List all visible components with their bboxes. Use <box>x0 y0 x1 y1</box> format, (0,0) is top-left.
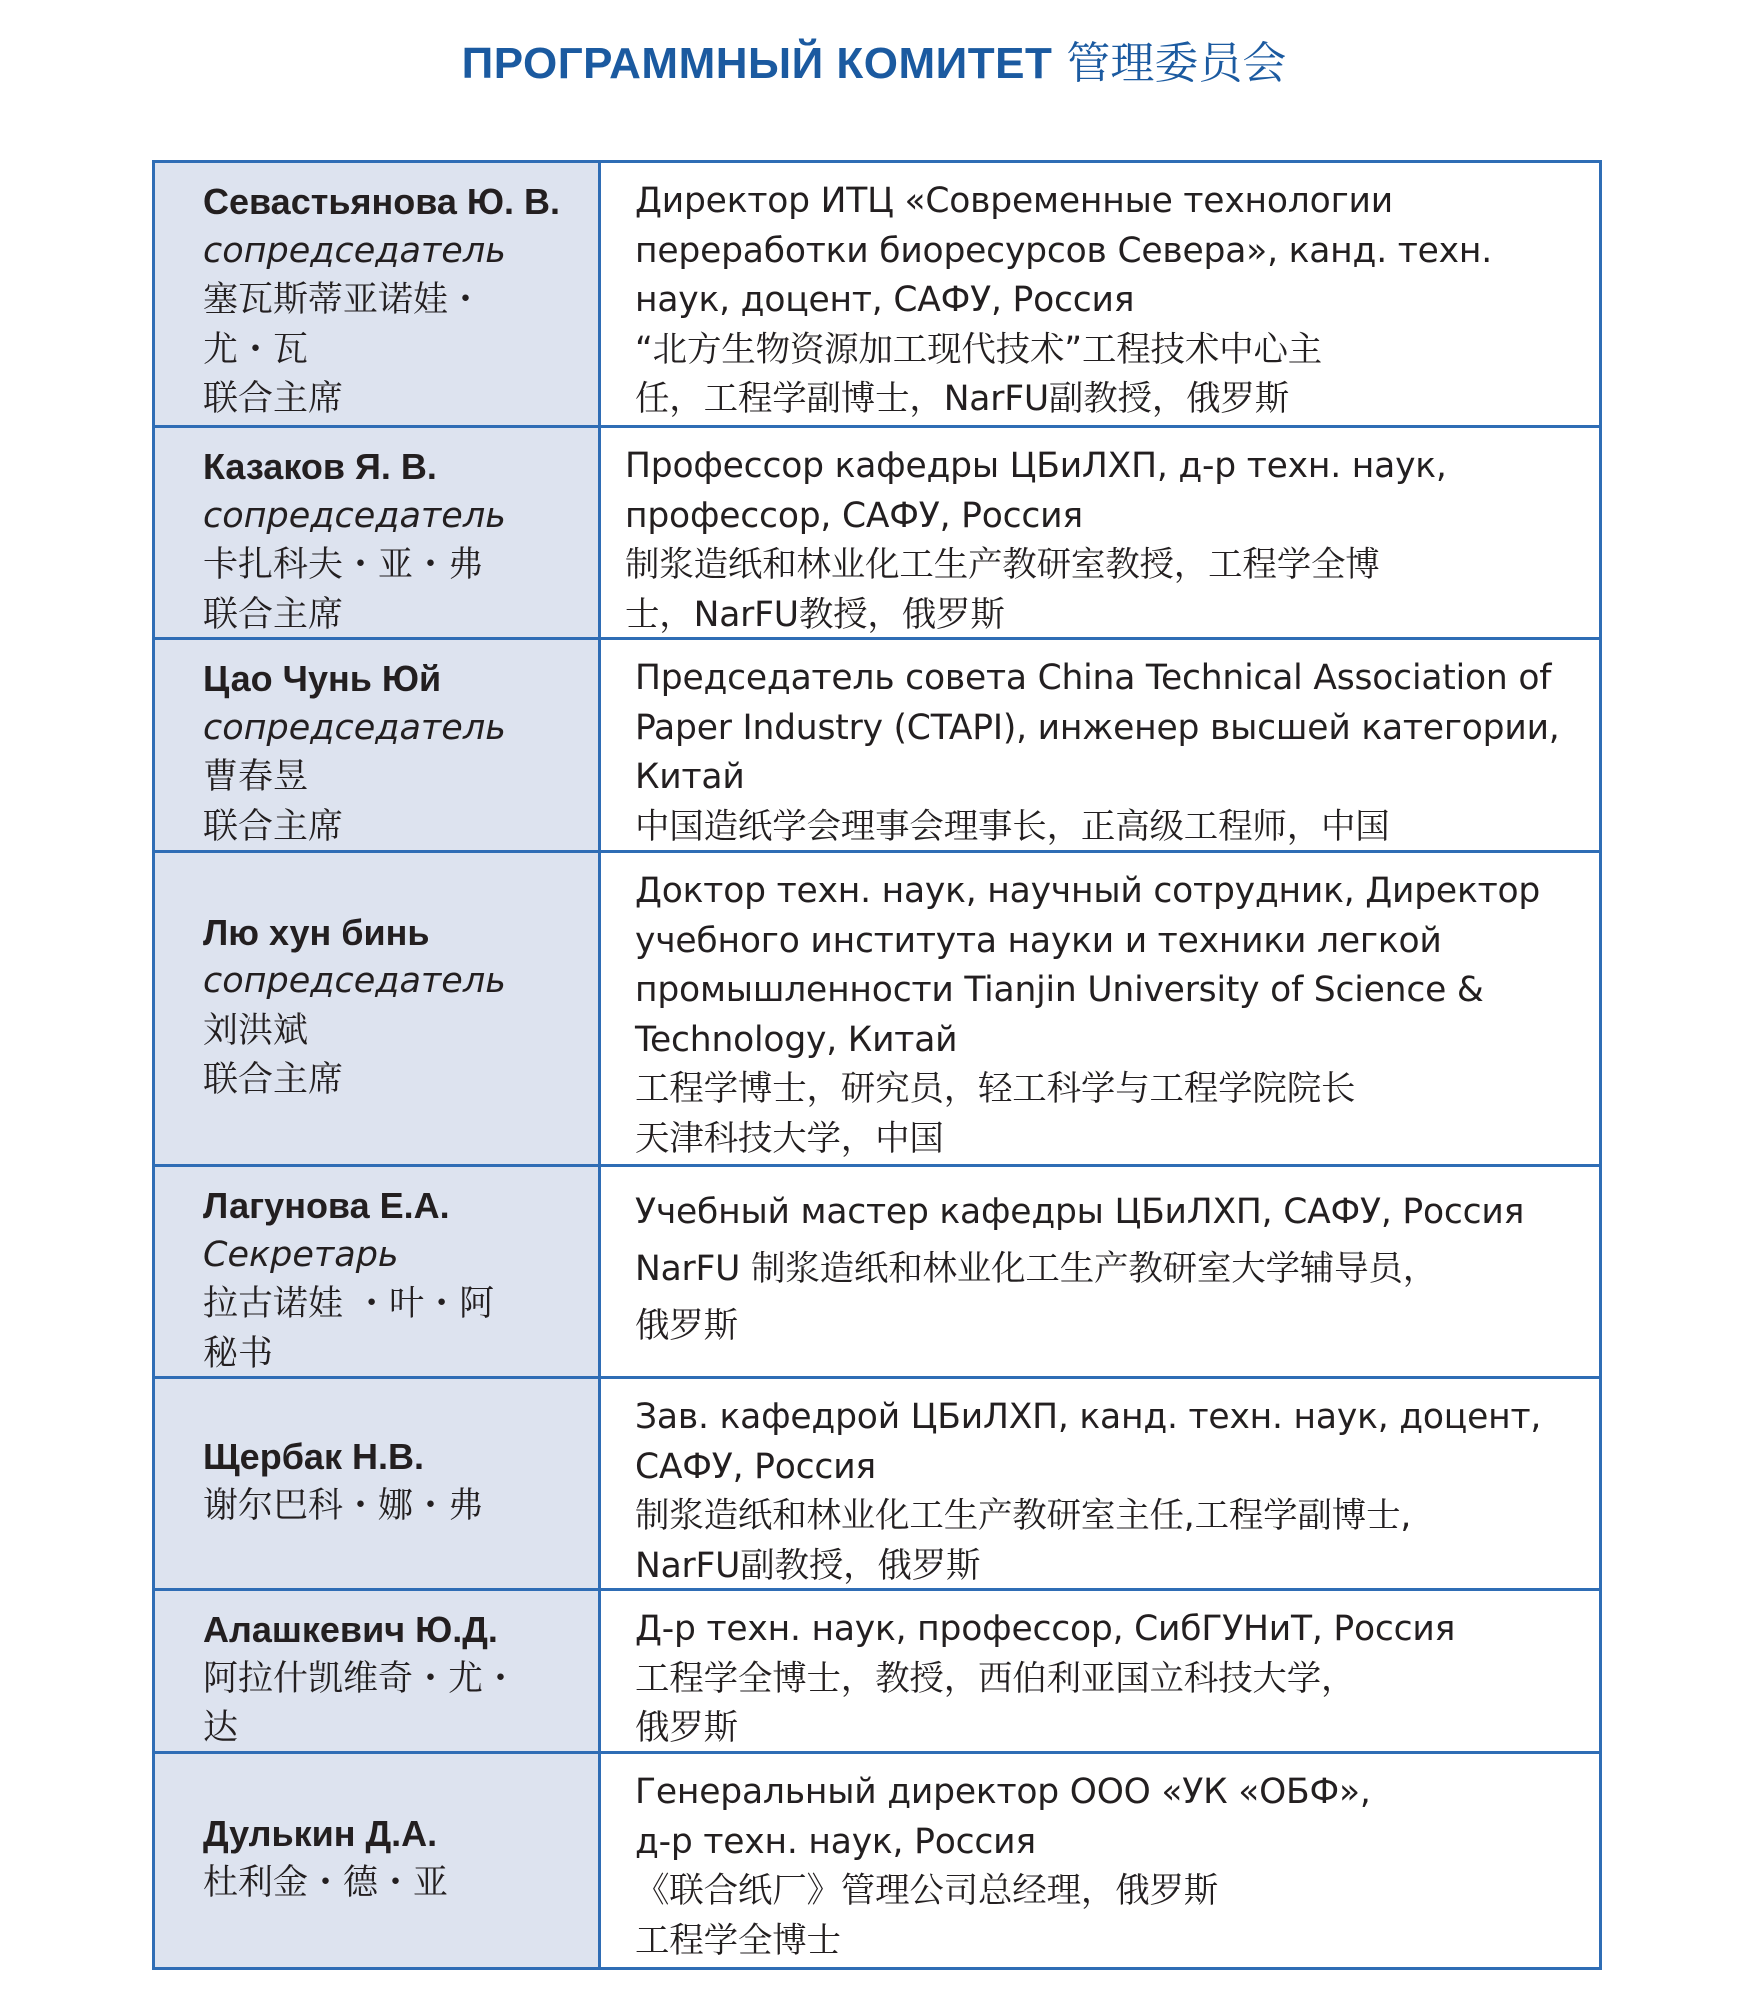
member-name: Лагунова Е.А. <box>203 1185 450 1226</box>
description-line: Генеральный директор ООО «УК «ОБФ», <box>635 1772 1371 1812</box>
member-name-chinese: 塞瓦斯蒂亚诺娃・ <box>203 280 484 320</box>
member-name-chinese: 阿拉什凯维奇・尤・ <box>203 1658 519 1699</box>
member-role-chinese: 秘书 <box>203 1333 274 1374</box>
title-russian: ПРОГРАММНЫЙ КОМИТЕТ <box>461 39 1053 88</box>
description-line: переработки биоресурсов Севера», канд. техн. <box>635 230 1492 271</box>
description-line: САФУ, Россия <box>635 1446 876 1487</box>
member-name: Цао Чунь Юй <box>203 658 442 699</box>
table-row <box>155 163 1599 428</box>
description-line: Зав. кафедрой ЦБиЛХП, канд. техн. наук, доцент, <box>635 1397 1542 1437</box>
member-role-chinese: 联合主席 <box>203 806 344 847</box>
table-row <box>155 640 1599 853</box>
description-line: промышленности Tianjin University of Science & <box>635 970 1484 1010</box>
description-line: 中国造纸学会理事会理事长，正高级工程师，中国 <box>635 806 1390 847</box>
table-row <box>155 1754 1599 1967</box>
description-line: Председатель совета China Technical Association of <box>635 658 1552 698</box>
member-cell <box>155 1167 601 1376</box>
member-name: Севастьянова Ю. В. <box>203 181 561 222</box>
description-line: учебного института науки и техники легкой <box>635 920 1442 961</box>
description-cell <box>601 1591 1599 1751</box>
description-cell <box>601 853 1599 1164</box>
member-cell <box>155 853 601 1164</box>
member-role-chinese: 联合主席 <box>203 1060 344 1100</box>
member-name: Казаков Я. В. <box>203 446 437 487</box>
description-line: Доктор техн. наук, научный сотрудник, Директор <box>635 871 1541 911</box>
description-line: 工程学博士，研究员，轻工科学与工程学院院长 <box>635 1069 1356 1109</box>
member-name-chinese: 卡扎科夫・亚・弗 <box>203 545 484 585</box>
member-role: Секретарь <box>203 1234 399 1275</box>
description-line: NarFU 制浆造纸和林业化工生产教研室大学辅导员， <box>635 1249 1437 1289</box>
member-name-chinese: 尤・瓦 <box>203 329 309 370</box>
description-line: Paper Industry (CTAPI), инженер высшей категории, <box>635 707 1560 748</box>
table-row <box>155 428 1599 640</box>
description-cell <box>601 163 1599 425</box>
table-row <box>155 1591 1599 1754</box>
description-line: Директор ИТЦ «Современные технологии <box>635 181 1393 221</box>
member-cell <box>155 1591 601 1751</box>
member-name-chinese: 谢尔巴科・娜・弗 <box>203 1485 484 1526</box>
table-row <box>155 1379 1599 1591</box>
description-line: Учебный мастер кафедры ЦБиЛХП, САФУ, Россия <box>635 1192 1525 1232</box>
member-name-chinese: 达 <box>203 1708 239 1748</box>
description-line: NarFU副教授，俄罗斯 <box>635 1545 981 1586</box>
description-line: 天津科技大学，中国 <box>635 1118 944 1159</box>
member-name-chinese: 刘洪斌 <box>203 1010 309 1051</box>
member-name: Щербак Н.В. <box>203 1436 424 1477</box>
description-line: Д-р техн. наук, профессор, СибГУНиТ, Россия <box>635 1609 1456 1649</box>
description-line: “北方生物资源加工现代技术”工程技术中心主 <box>635 329 1323 370</box>
description-cell <box>601 428 1599 637</box>
description-line: 俄罗斯 <box>635 1306 738 1346</box>
member-cell <box>155 163 601 425</box>
page-title <box>0 36 1748 92</box>
member-role: сопредседатель <box>203 961 506 1001</box>
member-role-chinese: 联合主席 <box>203 594 344 635</box>
description-line: 士，NarFU教授，俄罗斯 <box>625 594 1005 635</box>
description-line: 任，工程学副博士，NarFU副教授，俄罗斯 <box>635 379 1290 419</box>
description-line: 《联合纸厂》管理公司总经理，俄罗斯 <box>635 1871 1219 1911</box>
committee-table <box>152 160 1602 1970</box>
description-line: 工程学全博士，教授，西伯利亚国立科技大学， <box>635 1658 1356 1699</box>
description-line: 工程学全博士 <box>635 1920 841 1961</box>
member-role: сопредседатель <box>203 230 506 271</box>
member-cell <box>155 1754 601 1967</box>
table-row <box>155 853 1599 1167</box>
member-role: сопредседатель <box>203 707 506 748</box>
description-line: 制浆造纸和林业化工生产教研室教授，工程学全博 <box>625 545 1380 585</box>
description-line: Профессор кафедры ЦБиЛХП, д-р техн. наук, <box>625 446 1447 486</box>
member-role: сопредседатель <box>203 495 506 536</box>
description-line: 俄罗斯 <box>635 1708 738 1748</box>
description-line: наук, доцент, САФУ, Россия <box>635 280 1135 320</box>
description-line: д-р техн. наук, Россия <box>635 1821 1036 1862</box>
member-role-chinese: 联合主席 <box>203 379 344 419</box>
table-row <box>155 1167 1599 1379</box>
member-cell <box>155 1379 601 1588</box>
description-line: 制浆造纸和林业化工生产教研室主任,工程学副博士, <box>635 1496 1412 1536</box>
member-name: Дулькин Д.А. <box>203 1813 438 1854</box>
member-name-chinese: 杜利金・德・亚 <box>203 1862 449 1903</box>
member-name-chinese: 拉古诺娃 ・叶・阿 <box>203 1284 495 1324</box>
title-chinese: 管理委员会 <box>1066 38 1287 89</box>
description-line: профессор, САФУ, Россия <box>625 495 1083 536</box>
member-cell <box>155 640 601 850</box>
description-line: Technology, Китай <box>635 1019 958 1060</box>
description-cell <box>601 1379 1599 1588</box>
description-line: Китай <box>635 757 745 797</box>
description-cell <box>601 640 1599 850</box>
description-cell <box>601 1754 1599 1967</box>
member-cell <box>155 428 601 637</box>
description-cell <box>601 1167 1599 1376</box>
member-name: Лю хун бинь <box>203 911 430 953</box>
member-name: Алашкевич Ю.Д. <box>203 1609 498 1650</box>
member-name-chinese: 曹春昱 <box>203 757 309 797</box>
